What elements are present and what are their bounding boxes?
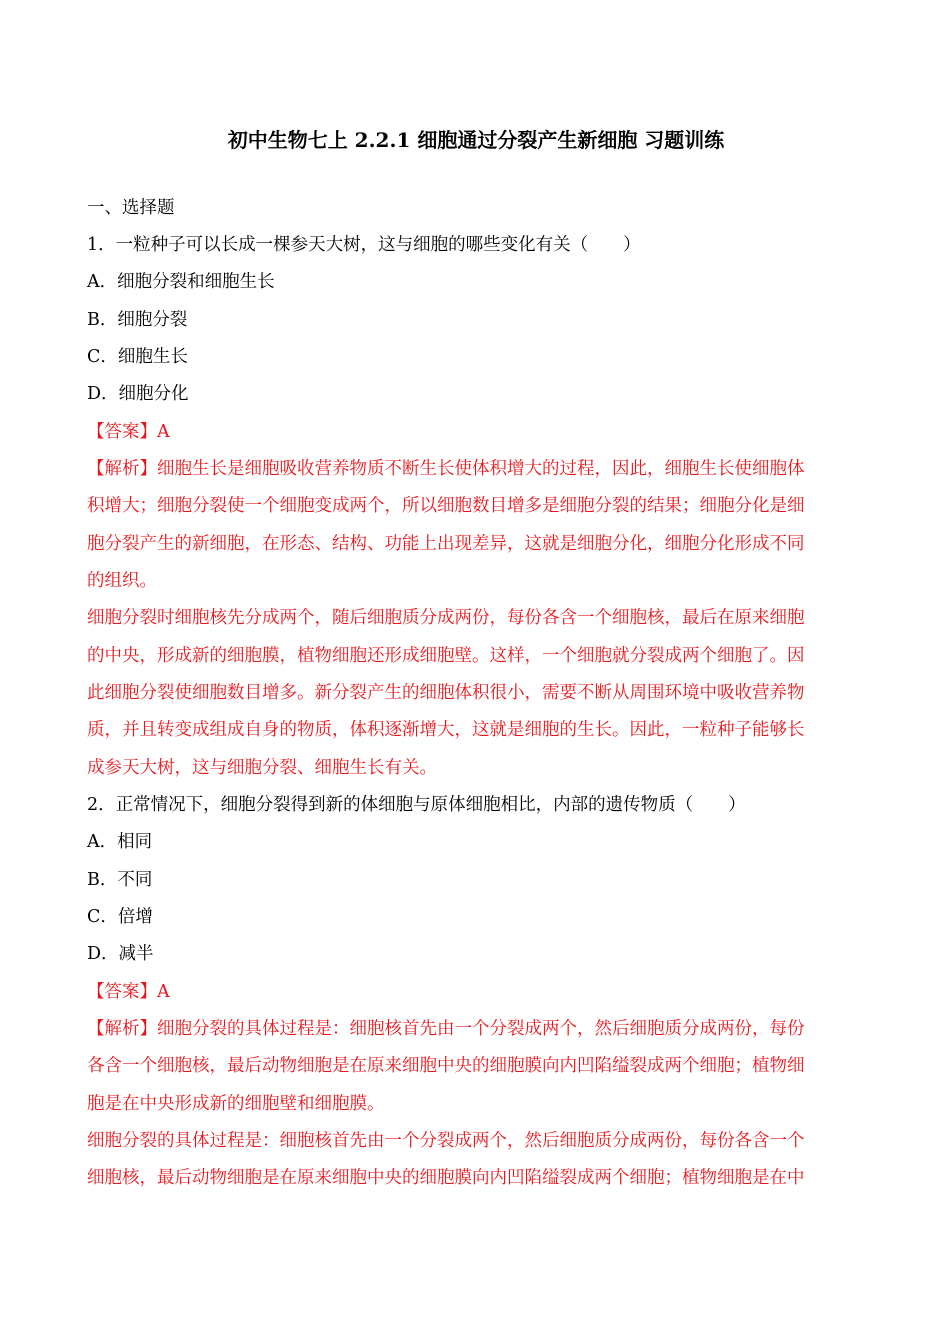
question-2-analysis-line: 【解析】细胞分裂的具体过程是：细胞核首先由一个分裂成两个，然后细胞质分成两份，每份 bbox=[87, 1019, 805, 1039]
question-2-option-a: A．相同 bbox=[87, 832, 153, 852]
question-2-analysis-line: 胞是在中央形成新的细胞壁和细胞膜。 bbox=[87, 1094, 385, 1114]
question-1-analysis-line: 积增大；细胞分裂使一个细胞变成两个，所以细胞数目增多是细胞分裂的结果；细胞分化是细 bbox=[87, 496, 805, 516]
question-2-option-c: C．倍增 bbox=[87, 907, 153, 927]
question-1-answer: 【答案】A bbox=[87, 422, 170, 442]
question-2-option-d: D．减半 bbox=[87, 944, 154, 964]
question-1-analysis-line: 细胞分裂时细胞核先分成两个，随后细胞质分成两份，每份各含一个细胞核，最后在原来细胞 bbox=[87, 608, 805, 628]
question-1-analysis-line: 成参天大树，这与细胞分裂、细胞生长有关。 bbox=[87, 758, 437, 778]
question-2-stem: 2．正常情况下，细胞分裂得到新的体细胞与原体细胞相比，内部的遗传物质（ ） bbox=[87, 795, 746, 815]
question-2-analysis-line: 各含一个细胞核，最后动物细胞是在原来细胞中央的细胞膜向内凹陷缢裂成两个细胞；植物细 bbox=[87, 1056, 805, 1076]
question-2-option-b: B．不同 bbox=[87, 870, 153, 890]
question-1-analysis-line: 此细胞分裂使细胞数目增多。新分裂产生的细胞体积很小，需要不断从周围环境中吸收营养物 bbox=[87, 683, 805, 703]
section-heading: 一、选择题 bbox=[87, 198, 175, 218]
question-1-analysis-line: 【解析】细胞生长是细胞吸收营养物质不断生长使体积增大的过程，因此，细胞生长使细胞体 bbox=[87, 459, 805, 479]
question-1-option-c: C．细胞生长 bbox=[87, 347, 188, 367]
question-1-option-a: A．细胞分裂和细胞生长 bbox=[87, 272, 275, 292]
question-1-analysis-line: 质，并且转变成组成自身的物质，体积逐渐增大，这就是细胞的生长。因此，一粒种子能够长 bbox=[87, 720, 805, 740]
question-1-option-b: B．细胞分裂 bbox=[87, 310, 188, 330]
question-2-analysis-line: 细胞核，最后动物细胞是在原来细胞中央的细胞膜向内凹陷缢裂成两个细胞；植物细胞是在中 bbox=[87, 1168, 805, 1188]
question-1-option-d: D．细胞分化 bbox=[87, 384, 189, 404]
question-1-stem: 1．一粒种子可以长成一棵参天大树，这与细胞的哪些变化有关（ ） bbox=[87, 235, 641, 255]
document-title: 初中生物七上 2.2.1 细胞通过分裂产生新细胞 习题训练 bbox=[227, 128, 725, 152]
question-1-analysis-line: 胞分裂产生的新细胞，在形态、结构、功能上出现差异，这就是细胞分化，细胞分化形成不同 bbox=[87, 534, 805, 554]
question-2-analysis-line: 细胞分裂的具体过程是：细胞核首先由一个分裂成两个，然后细胞质分成两份，每份各含一个 bbox=[87, 1131, 805, 1151]
question-2-answer: 【答案】A bbox=[87, 982, 170, 1002]
question-1-analysis-line: 的组织。 bbox=[87, 571, 157, 591]
question-1-analysis-line: 的中央，形成新的细胞膜，植物细胞还形成细胞壁。这样，一个细胞就分裂成两个细胞了。因 bbox=[87, 646, 805, 666]
